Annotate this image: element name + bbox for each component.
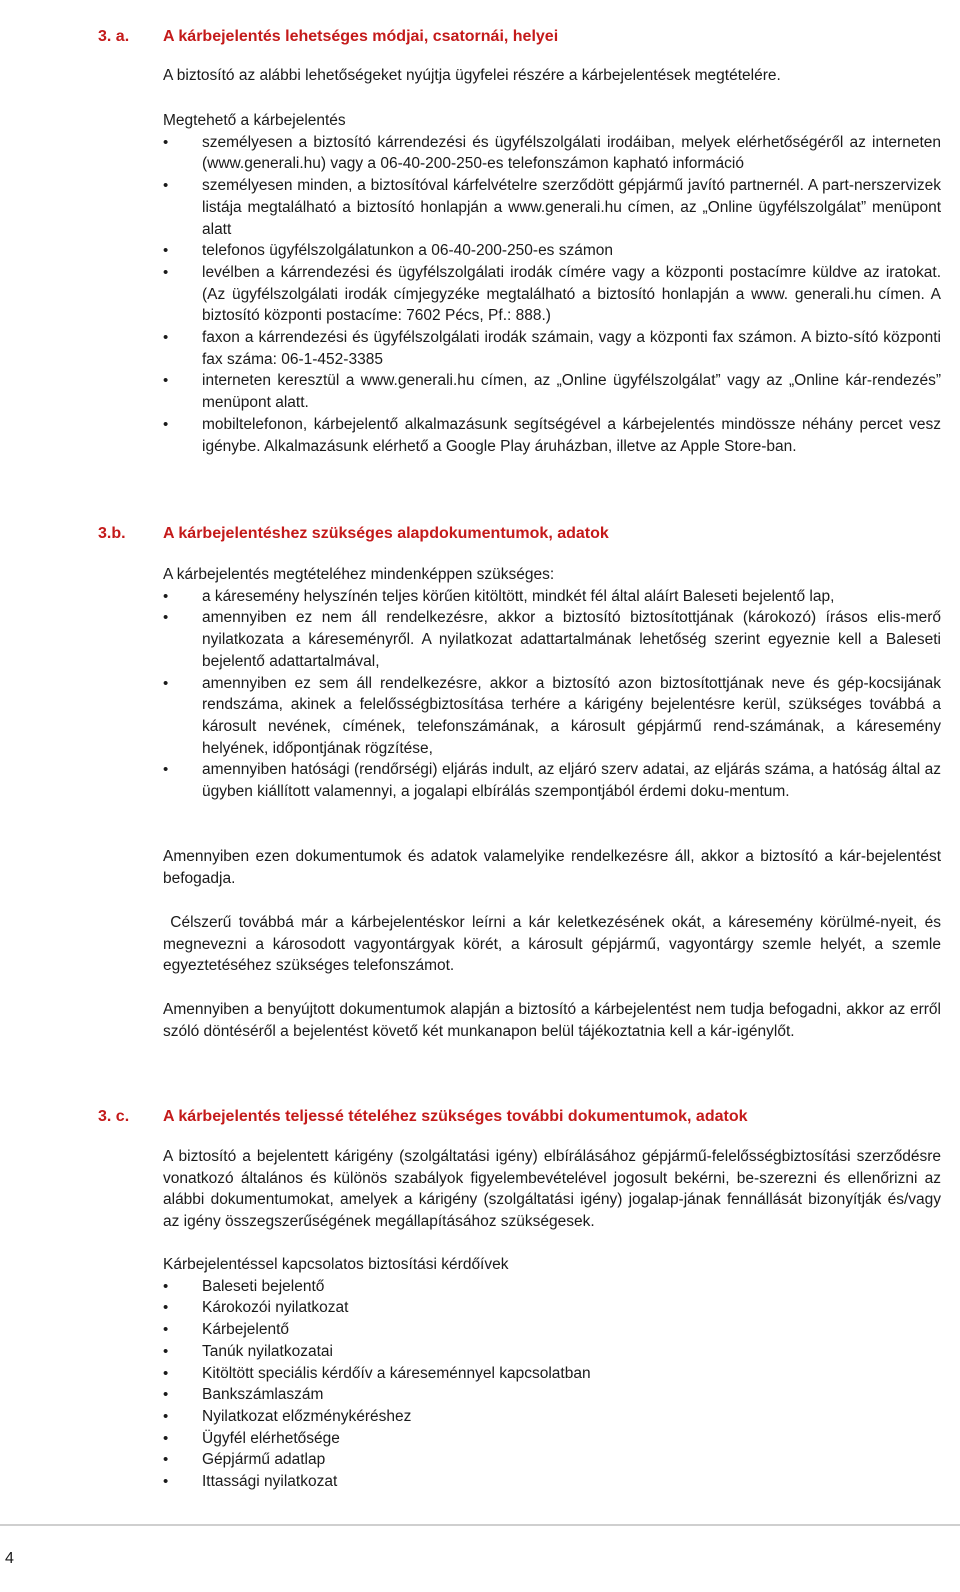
list-item: • faxon a kárrendezési és ügyfélszolgálati irodák számain, vagy a központi fax számon. A bizto-sító központi fax száma: 06-1-452-3385 <box>163 327 941 370</box>
section-3b <box>0 523 960 1040</box>
page-number: 4 <box>5 1550 14 1567</box>
list-item: • Gépjármű adatlap <box>163 1449 941 1471</box>
list-item: • mobiltelefonon, kárbejelentő alkalmazásunk segítségével a kárbejelentés mindössze néhány percet vesz igénybe. Alkalmazásunk elérhető a Google Play áruházban, illetve az Apple Store-ban. <box>163 414 941 457</box>
list-item: • Baleseti bejelentő <box>163 1276 941 1298</box>
bullet-list <box>163 132 941 458</box>
section-title: A kárbejelentés lehetséges módjai, csatornái, helyei <box>163 28 559 45</box>
list-item: • Kárbejelentő <box>163 1319 941 1341</box>
list-item: • személyesen minden, a biztosítóval kárfelvételre szerződött gépjármű javító partnernél. A part-nerszervizek listája megtalálható a biztosító honlapján a www.generali.hu címen, az „Online ügyfélszolgálat” menüpont alatt <box>163 175 941 240</box>
list-item: • Ittassági nyilatkozat <box>163 1471 941 1493</box>
list-heading: Megtehető a kárbejelentés <box>163 112 346 129</box>
list-item: • Károkozói nyilatkozat <box>163 1297 941 1319</box>
section-number: 3. a. <box>98 28 130 45</box>
list-item: • Tanúk nyilatkozatai <box>163 1341 941 1363</box>
paragraph: Célszerű továbbá már a kárbejelentéskor leírni a kár keletkezésének okát, a káresemény körülmé-nyeit, és megnevezni a károsodott vagyontárgyak körét, a károsult gépjármű, vagyontárgy szemle helyét, a szemle egyeztetéséhez szükséges telefonszámot. <box>163 914 946 975</box>
list-item: • Bankszámlaszám <box>163 1384 941 1406</box>
bullet-list <box>163 586 941 803</box>
section-list <box>163 564 941 803</box>
list-item: • Nyilatkozat előzménykéréshez <box>163 1406 941 1428</box>
section-number: 3.b. <box>98 525 126 542</box>
section-number: 3. c. <box>98 1108 130 1125</box>
section-body <box>163 65 941 87</box>
section-list <box>163 1254 941 1493</box>
list-item: • Kitöltött speciális kérdőív a káreseménnyel kapcsolatban <box>163 1363 941 1385</box>
paragraph: Amennyiben a benyújtott dokumentumok alapján a biztosító a kárbejelentést nem tudja befogadni, akkor az erről szóló döntéséről a bejelentést követő két munkanapon belül tájékoztatnia kell a kár-igénylőt. <box>163 1001 941 1040</box>
list-item: • Ügyfél elérhetősége <box>163 1428 941 1450</box>
section-heading <box>0 1106 960 1130</box>
list-item: • amennyiben hatósági (rendőrségi) eljárás indult, az eljáró szerv adatai, az eljárás száma, a hatóság által az ügyben kiállított valamennyi, a jogalapi elbírálás szempontjából érdemi doku-mentum. <box>163 759 941 802</box>
section-body <box>163 846 941 889</box>
paragraph: Amennyiben ezen dokumentumok és adatok valamelyike rendelkezésre áll, akkor a biztosító a kár-bejelentést befogadja. <box>163 848 941 887</box>
list-item: • a káresemény helyszínén teljes körűen kitöltött, mindkét fél által aláírt Baleseti bejelentő lap, <box>163 586 941 608</box>
list-item: • személyesen a biztosító kárrendezési és ügyfélszolgálati irodáiban, melyek elérhetőségéről az interneten (www.generali.hu) vagy a 06-40-200-250-es telefonszámon kapható információ <box>163 132 941 175</box>
list-item: • amennyiben ez nem áll rendelkezésre, akkor a biztosító biztosítottjának (károkozó) írásos elis-merő nyilatkozata a káreseményről. A nyilatkozat adattartalmának lehetőség szerint egyeznie kell a Baleseti bejelentő adattartalmával, <box>163 607 941 672</box>
list-item: • interneten keresztül a www.generali.hu címen, az „Online ügyfélszolgálat” vagy az „Online kár-rendezés” menüpont alatt. <box>163 370 941 413</box>
section-title: A kárbejelentéshez szükséges alapdokumentumok, adatok <box>163 525 609 542</box>
section-heading <box>0 26 960 50</box>
section-3c <box>0 1106 960 1491</box>
footer-divider <box>0 1524 960 1526</box>
section-body <box>163 999 941 1042</box>
section-heading <box>0 523 960 547</box>
intro-paragraph: A biztosító az alábbi lehetőségeket nyújtja ügyfelei részére a kárbejelentések megtételére. <box>163 67 781 84</box>
section-body <box>163 912 946 977</box>
section-title: A kárbejelentés teljessé tételéhez szükséges további dokumentumok, adatok <box>163 1108 748 1125</box>
list-heading: Kárbejelentéssel kapcsolatos biztosítási kérdőívek <box>163 1256 509 1273</box>
section-list <box>163 110 941 457</box>
section-body <box>163 1146 941 1233</box>
intro-paragraph: A biztosító a bejelentett kárigény (szolgáltatási igény) elbírálásához gépjármű-felelősségbiztosítási szerződésre vonatkozó általános és különös szabályok figyelembevételével jogosult bekérni, be-szerezni és ellenőrizni az alábbi dokumentumokat, amelyek a kárigény (szolgáltatási igény) jogalap-jának fennállását bizonyítják és/vagy az igény összegszerűségének megállapításához szükségesek. <box>163 1148 941 1231</box>
list-item: • telefonos ügyfélszolgálatunkon a 06-40-200-250-es számon <box>163 240 941 262</box>
list-heading: A kárbejelentés megtételéhez mindenképpen szükséges: <box>163 566 555 583</box>
section-3a <box>0 26 960 455</box>
bullet-list <box>163 1276 941 1493</box>
list-item: • levélben a kárrendezési és ügyfélszolgálati irodák címére vagy a központi postacímre küldve az iratokat. (Az ügyfélszolgálati irodák címjegyzéke megtalálható a biztosító honlapján a www. generali.hu címen. A biztosító központi postacíme: 7602 Pécs, Pf.: 888.) <box>163 262 941 327</box>
list-item: • amennyiben ez sem áll rendelkezésre, akkor a biztosító azon biztosítottjának neve és gép-kocsijának rendszáma, akinek a felelősségbiztosítása terhére a kárigény bejelentésre kerül, szükséges továbbá a károsult nevének, címének, telefonszámának, a károsult gépjármű rend-számának, a káresemény helyének, időpontjának rögzítése, <box>163 673 941 760</box>
